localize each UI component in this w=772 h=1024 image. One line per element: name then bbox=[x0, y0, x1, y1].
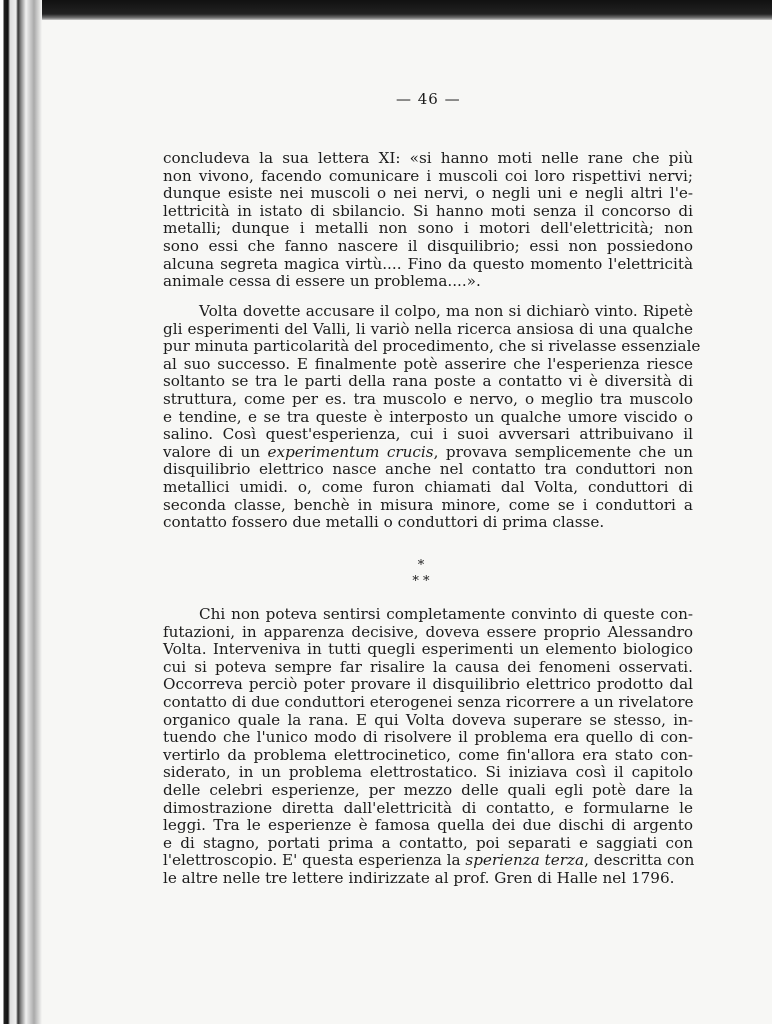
scan-binding-edge bbox=[0, 0, 42, 1024]
text-line: leggi. Tra le esperienze è famosa quella dei due dischi di argento bbox=[163, 816, 693, 835]
text-line: siderato, in un problema elettrostatico. Si iniziava così il capitolo bbox=[163, 763, 693, 782]
text-line: Volta. Interveniva in tutti quegli esperimenti un elemento biologico bbox=[163, 640, 693, 659]
text-line: cui si poteva sempre far risalire la causa dei fenomeni osservati. bbox=[163, 657, 693, 676]
text-line: Chi non poteva sentirsi completamente convinto di queste con- bbox=[199, 605, 693, 623]
asterism-top: * bbox=[417, 558, 425, 573]
text-line: lettricità in istato di sbilancio. Si hanno moti senza il concorso di bbox=[163, 201, 693, 220]
text-line: metallici umidi. o, come furon chiamati dal Volta, conduttori di bbox=[163, 477, 693, 496]
scan-top-edge bbox=[0, 0, 772, 20]
text-line: non vivono, facendo comunicare i muscoli coi loro rispettivi nervi; bbox=[163, 166, 693, 185]
text-line: gli esperimenti del Valli, li variò nella ricerca ansiosa di una qualche bbox=[163, 319, 693, 338]
section-break-asterism bbox=[403, 558, 439, 590]
text-line: dunque esiste nei muscoli o nei nervi, o negli uni e negli altri l'e- bbox=[163, 184, 693, 203]
text-line: metalli; dunque i metalli non sono i motori dell'elettricità; non bbox=[163, 219, 693, 238]
text-line: contatto di due conduttori eterogenei senza ricorrere a un rivelatore bbox=[163, 692, 694, 711]
text-line: pur minuta particolarità del procedimento, che si rivelasse essenziale bbox=[163, 337, 701, 356]
text-line: disquilibrio elettrico nasce anche nel contatto tra conduttori non bbox=[163, 460, 693, 479]
text-line: e di stagno, portati prima a contatto, poi separati e saggiati con bbox=[163, 833, 693, 852]
text-line: sono essi che fanno nascere il disquilibrio; essi non possiedono bbox=[163, 236, 693, 255]
text-line: dimostrazione diretta dall'elettricità di contatto, e formularne le bbox=[163, 798, 693, 817]
text-line: tuendo che l'unico modo di risolvere il problema era quello di con- bbox=[163, 728, 693, 747]
paragraph-2 bbox=[163, 302, 701, 532]
asterism-bottom: * * bbox=[412, 574, 430, 589]
text-line: delle celebri esperienze, per mezzo delle quali egli potè dare la bbox=[163, 780, 693, 799]
text-line: Volta dovette accusare il colpo, ma non si dichiarò vinto. Ripetè bbox=[199, 302, 693, 320]
text-line: concludeva la sua lettera XI: «si hanno moti nelle rane che più bbox=[163, 149, 693, 167]
text-line: al suo successo. E finalmente potè asserire che l'esperienza riesce bbox=[163, 354, 693, 373]
text-line: valore di un experimentum crucis, provava semplicemente che un bbox=[163, 442, 694, 461]
text-line: Occorreva perciò poter provare il disquilibrio elettrico prodotto dal bbox=[163, 675, 693, 694]
text-line: soltanto se tra le parti della rana poste a contatto vi è diversità di bbox=[163, 372, 693, 391]
paragraph-3 bbox=[163, 606, 693, 888]
text-line: futazioni, in apparenza decisive, doveva essere proprio Alessandro bbox=[163, 622, 693, 641]
text-line: seconda classe, benchè in misura minore, come se i conduttori a bbox=[163, 495, 693, 514]
page-number: — 46 — bbox=[396, 90, 461, 108]
text-line: animale cessa di essere un problema....». bbox=[163, 272, 481, 291]
italic-phrase: sperienza terza bbox=[465, 851, 585, 870]
text-line: l'elettroscopio. E' questa esperienza la sperienza terza, descritta con bbox=[163, 851, 695, 870]
text-line: contatto fossero due metalli o conduttori di prima classe. bbox=[163, 513, 605, 532]
text-line: alcuna segreta magica virtù.... Fino da questo momento l'elettricità bbox=[163, 254, 693, 273]
text-line: salino. Così quest'esperienza, cui i suoi avversari attribuivano il bbox=[163, 425, 693, 444]
text-line: vertirlo da problema elettrocinetico, come fin'allora era stato con- bbox=[163, 745, 693, 764]
text-line: struttura, come per es. tra muscolo e nervo, o meglio tra muscolo bbox=[163, 389, 693, 408]
text-line: e tendine, e se tra queste è interposto un qualche umore viscido o bbox=[163, 407, 693, 426]
text-line: le altre nelle tre lettere indirizzate al prof. Gren di Halle nel 1796. bbox=[163, 868, 675, 887]
text-line: organico quale la rana. E qui Volta doveva superare se stesso, in- bbox=[163, 710, 693, 729]
paragraph-1 bbox=[163, 150, 693, 291]
italic-phrase: experimentum crucis bbox=[267, 442, 434, 461]
